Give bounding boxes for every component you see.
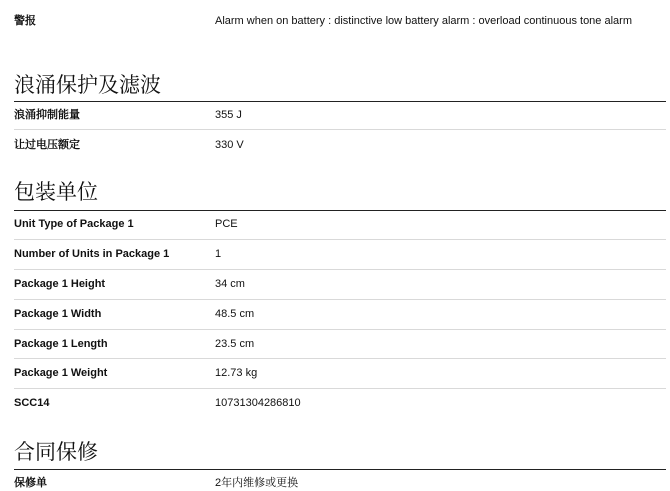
spec-label: 让过电压额定	[14, 139, 80, 151]
row-divider	[14, 299, 666, 300]
section-title-surge: 浪涌保护及滤波	[14, 74, 161, 97]
row-divider	[14, 388, 666, 389]
row-divider	[14, 329, 666, 330]
section-rule	[14, 469, 666, 470]
spec-label: 警报	[14, 15, 36, 27]
spec-value: 34 cm	[215, 278, 245, 290]
spec-label: 浪涌抑制能量	[14, 109, 80, 121]
spec-value: 2年内维修或更换	[215, 477, 299, 489]
row-divider	[14, 129, 666, 130]
section-title-warranty: 合同保修	[14, 441, 98, 464]
spec-value: Alarm when on battery : distinctive low battery alarm : overload continuous tone alarm	[215, 15, 632, 27]
spec-label: Package 1 Height	[14, 278, 106, 290]
spec-label: SCC14	[14, 397, 50, 409]
spec-label: 保修单	[14, 477, 47, 489]
spec-value: 48.5 cm	[215, 308, 255, 320]
spec-value: 355 J	[215, 109, 242, 121]
row-divider	[14, 358, 666, 359]
row-divider	[14, 269, 666, 270]
spec-label: Unit Type of Package 1	[14, 218, 134, 230]
section-title-packaging: 包装单位	[14, 181, 98, 204]
spec-label: Package 1 Width	[14, 308, 102, 320]
spec-label: Package 1 Length	[14, 338, 108, 350]
spec-value: PCE	[215, 218, 238, 230]
spec-value: 23.5 cm	[215, 338, 255, 350]
spec-value: 10731304286810	[215, 397, 301, 409]
section-rule	[14, 101, 666, 102]
spec-label: Package 1 Weight	[14, 367, 108, 379]
spec-value: 1	[215, 248, 222, 260]
spec-value: 330 V	[215, 139, 244, 151]
spec-value: 12.73 kg	[215, 367, 258, 379]
section-rule	[14, 210, 666, 211]
row-divider	[14, 239, 666, 240]
spec-label: Number of Units in Package 1	[14, 248, 170, 260]
